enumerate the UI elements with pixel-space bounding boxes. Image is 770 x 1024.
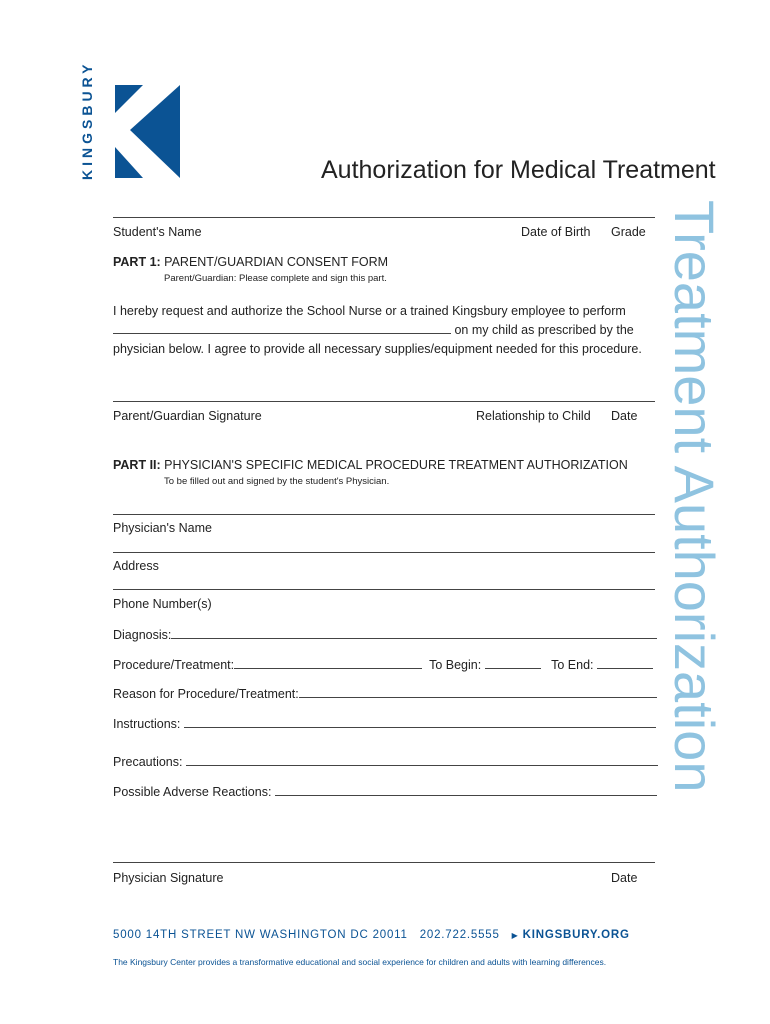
brand-wordmark: KINGSBURY <box>79 60 95 180</box>
to-begin-label: To Begin: <box>429 658 482 672</box>
consent-line2: on my child as prescribed by the <box>454 323 634 337</box>
parent-signature-line[interactable] <box>113 401 655 402</box>
consent-line3: physician below. I agree to provide all necessary supplies/equipment needed for this procedure. <box>113 342 642 356</box>
adverse-label: Possible Adverse Reactions: <box>113 785 272 799</box>
diagnosis-label: Diagnosis: <box>113 628 172 642</box>
address-line[interactable] <box>113 552 655 553</box>
part1-heading <box>113 255 388 269</box>
part1-label: PART 1: <box>113 255 161 269</box>
adverse-field[interactable] <box>275 784 657 796</box>
physician-name-label: Physician's Name <box>113 521 212 535</box>
phone-line[interactable] <box>113 589 655 590</box>
side-title: Treatment Authorization <box>663 200 726 793</box>
procedure-label: Procedure/Treatment: <box>113 658 235 672</box>
instructions-label: Instructions: <box>113 717 181 731</box>
relationship-label: Relationship to Child <box>476 409 591 423</box>
footer-address: 5000 14TH STREET NW WASHINGTON DC 20011 <box>113 929 408 941</box>
arrow-right-icon: ▶ <box>511 931 519 940</box>
footer-website-link[interactable]: KINGSBURY.ORG <box>522 929 630 941</box>
diagnosis-field[interactable] <box>171 627 657 639</box>
physician-name-line[interactable] <box>113 514 655 515</box>
physician-date-label: Date <box>611 871 638 885</box>
to-end-field[interactable] <box>597 657 653 669</box>
precautions-label: Precautions: <box>113 755 183 769</box>
footer-contact <box>113 929 630 941</box>
part2-instruction: To be filled out and signed by the student's Physician. <box>164 476 390 487</box>
procedure-blank[interactable] <box>113 322 451 334</box>
page-title: Authorization for Medical Treatment <box>321 156 716 184</box>
reason-label: Reason for Procedure/Treatment: <box>113 687 299 701</box>
instructions-field[interactable] <box>184 716 656 728</box>
parent-signature-label: Parent/Guardian Signature <box>113 409 262 423</box>
dob-label: Date of Birth <box>521 225 591 239</box>
reason-field[interactable] <box>299 686 657 698</box>
to-end-label: To End: <box>551 658 594 672</box>
phone-label: Phone Number(s) <box>113 597 212 611</box>
to-begin-field[interactable] <box>485 657 541 669</box>
kingsbury-logo <box>113 85 181 179</box>
part2-label: PART II: <box>113 458 161 472</box>
address-label: Address <box>113 559 159 573</box>
footer-tagline: The Kingsbury Center provides a transformative educational and social experience for children and adults with learning differences. <box>113 957 607 967</box>
student-line[interactable] <box>113 217 655 218</box>
physician-signature-label: Physician Signature <box>113 871 224 885</box>
consent-line1: I hereby request and authorize the School Nurse or a trained Kingsbury employee to perform <box>113 304 626 318</box>
footer-phone: 202.722.5555 <box>419 929 500 941</box>
part2-heading <box>113 458 628 472</box>
part1-instruction: Parent/Guardian: Please complete and sign this part. <box>164 273 387 284</box>
procedure-field[interactable] <box>234 657 422 669</box>
physician-signature-line[interactable] <box>113 862 655 863</box>
student-name-label: Student's Name <box>113 225 202 239</box>
parent-date-label: Date <box>611 409 638 423</box>
part2-title: PHYSICIAN'S SPECIFIC MEDICAL PROCEDURE TREATMENT AUTHORIZATION <box>164 458 628 472</box>
precautions-field[interactable] <box>186 754 658 766</box>
grade-label: Grade <box>611 225 646 239</box>
part1-title: PARENT/GUARDIAN CONSENT FORM <box>164 255 389 269</box>
